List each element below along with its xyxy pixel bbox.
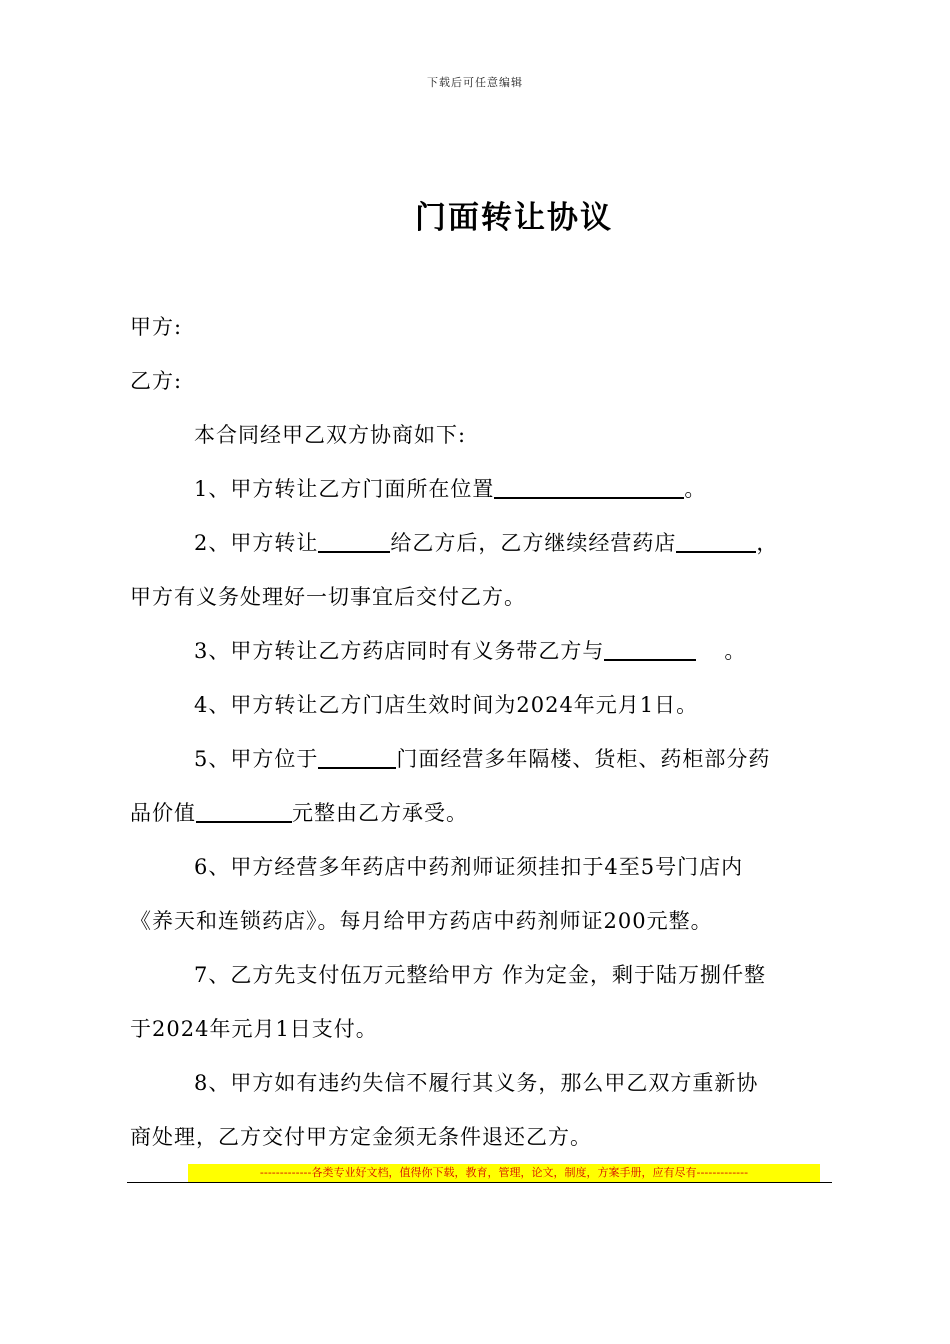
clause-5-text-c: 品价值: [130, 801, 196, 825]
pharmacy-blank[interactable]: [676, 531, 756, 553]
location-blank[interactable]: [494, 477, 684, 499]
clause-1: [130, 462, 832, 516]
introduce-blank[interactable]: [604, 639, 696, 661]
clause-2-text-b: 给乙方后，乙方继续经营药店: [390, 531, 677, 555]
clause-5-line-2: [130, 786, 832, 840]
clause-6: 6、甲方经营多年药店中药剂师证须挂扣于4至5号门店内: [194, 855, 744, 879]
intro-line: 本合同经甲乙双方协商如下:: [194, 423, 467, 447]
clause-2-text-a: 2、甲方转让: [194, 531, 319, 555]
clause-1-text: 1、甲方转让乙方门面所在位置: [194, 477, 495, 501]
clause-6-line-2: 《养天和连锁药店》。每月给甲方药店中药剂师证200元整。: [130, 909, 713, 933]
clause-3-text: 3、甲方转让乙方药店同时有义务带乙方与: [194, 639, 605, 663]
clause-2-line-2: 甲方有义务处理好一切事宜后交付乙方。: [130, 585, 526, 609]
transfer-item-blank[interactable]: [318, 531, 390, 553]
clause-8: 8、甲方如有违约失信不履行其义务，那么甲乙双方重新协: [194, 1071, 759, 1095]
page-title: 门面转让协议: [415, 200, 613, 236]
clause-3-end: 。: [724, 639, 747, 663]
clause-5-text-d: 元整由乙方承受。: [292, 801, 468, 825]
clause-7: 7、乙方先支付伍万元整给甲方 作为定金，剩于陆万捌仟整: [194, 963, 767, 987]
value-blank[interactable]: [196, 801, 292, 823]
clause-4: 4、甲方转让乙方门店生效时间为2024年元月1日。: [194, 693, 699, 717]
clause-2-text-c: ，: [756, 531, 779, 555]
clause-2: [130, 516, 832, 570]
clause-3: [130, 624, 832, 678]
agreement-body: [130, 300, 832, 1164]
footer-divider: [127, 1182, 832, 1183]
clause-8-line-2: 商处理，乙方交付甲方定金须无条件退还乙方。: [130, 1125, 592, 1149]
clause-5-text-b: 门面经营多年隔楼、货柜、药柜部分药: [396, 747, 771, 771]
clause-5-text-a: 5、甲方位于: [194, 747, 319, 771]
header-note: 下载后可任意编辑: [427, 76, 523, 89]
address-blank[interactable]: [318, 747, 396, 769]
party-a-line: 甲方:: [130, 315, 183, 339]
clause-7-line-2: 于2024年元月1日支付。: [130, 1017, 378, 1041]
party-b-line: 乙方:: [130, 369, 183, 393]
clause-1-end: 。: [684, 477, 707, 501]
clause-5: [130, 732, 832, 786]
footer-banner: -------------各类专业好文档，值得你下载，教育，管理，论文，制度，方案手册，应有尽有-------------: [188, 1164, 820, 1182]
